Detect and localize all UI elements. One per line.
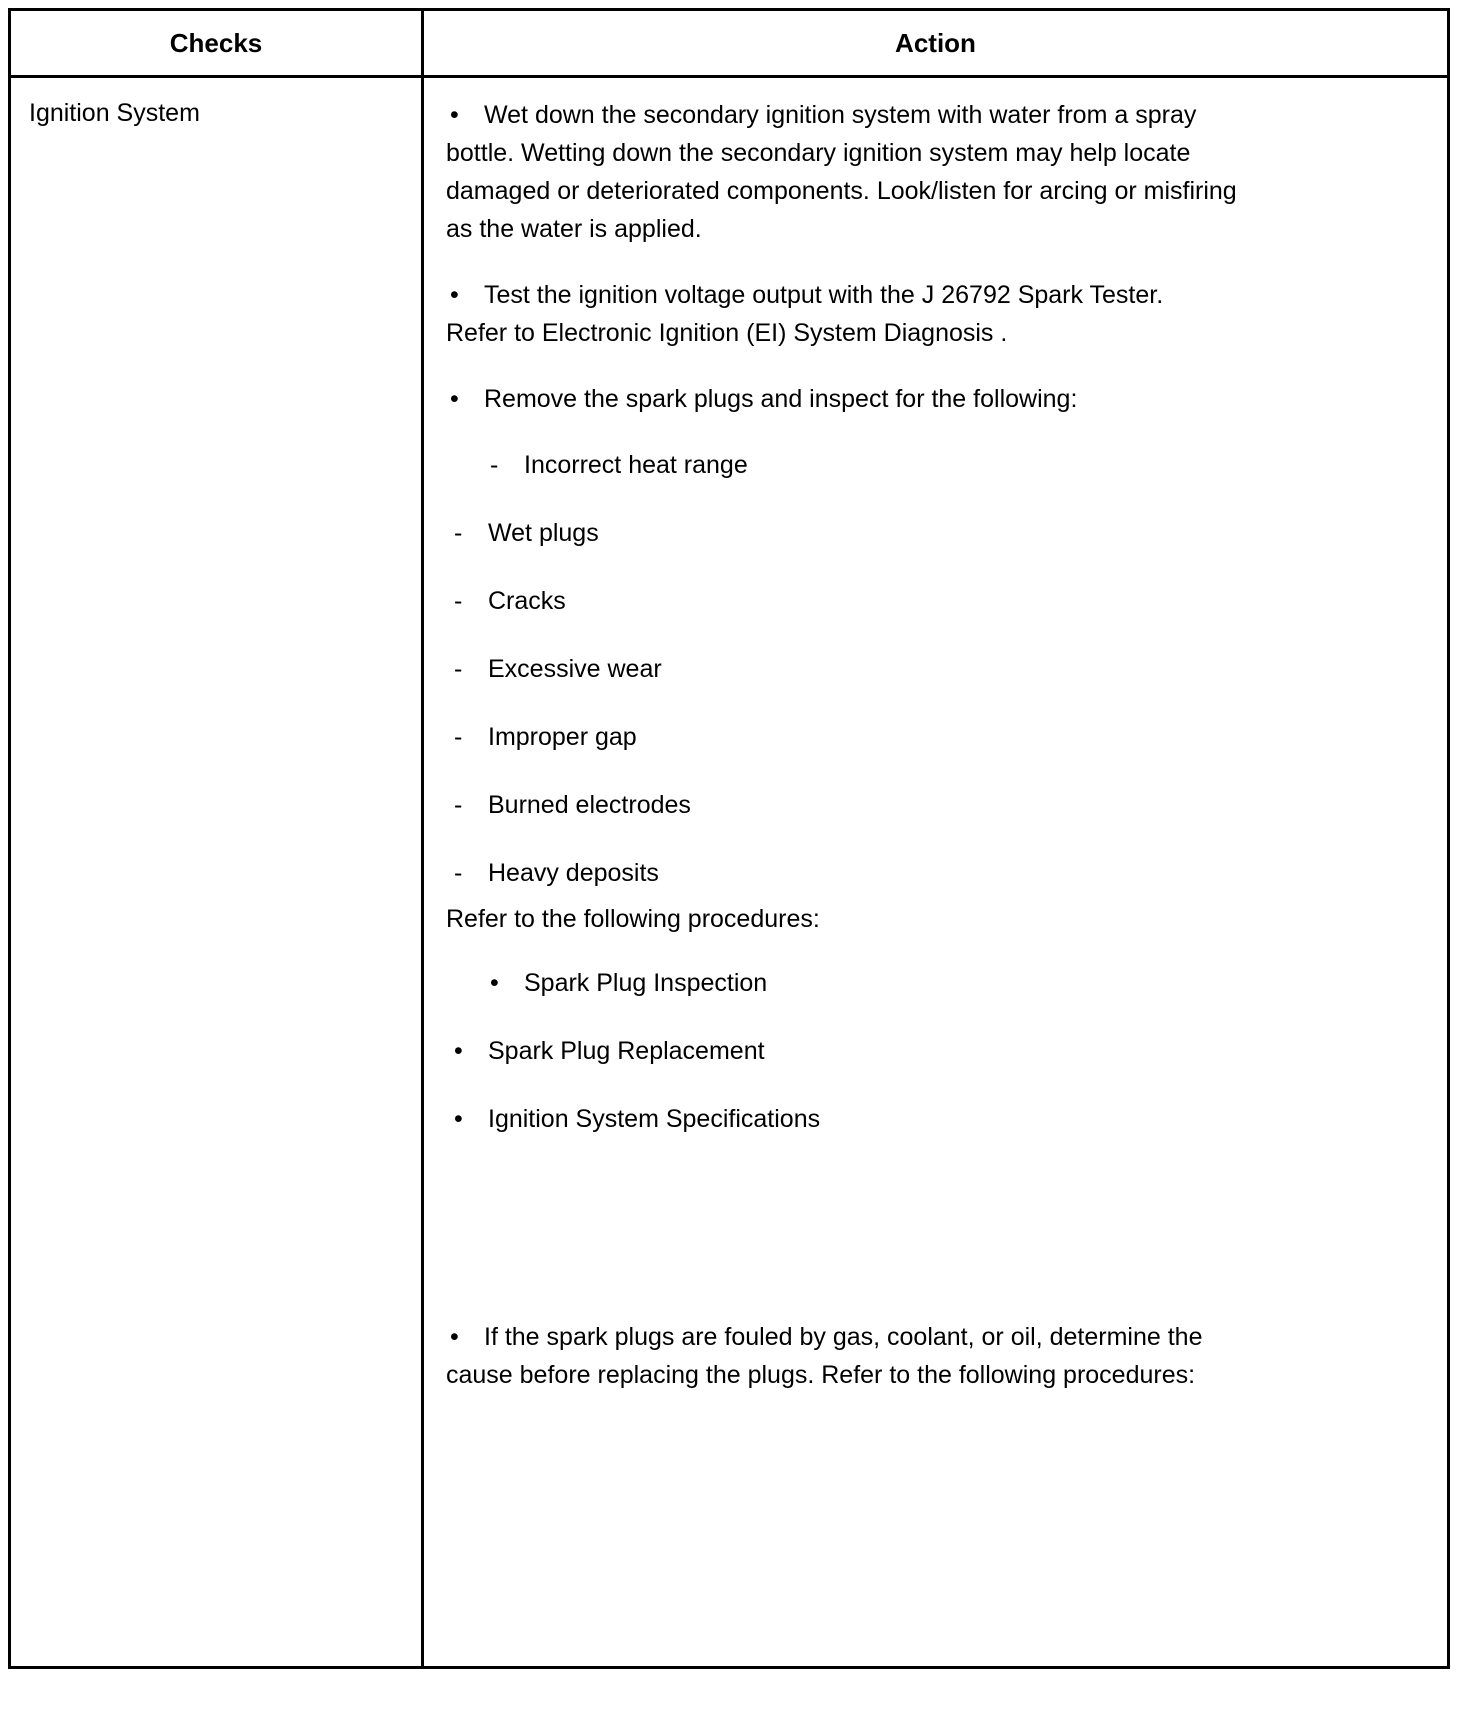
dash-item-burned-electrodes (446, 786, 1425, 824)
bullet-marker: • (490, 969, 499, 997)
procedure-ignition-system-specifications (446, 1100, 1425, 1138)
vertical-spacer (446, 1168, 1425, 1318)
bullet-text-line-2: Refer to Electronic Ignition (EI) System Diagnosis . (446, 319, 1008, 347)
bullet-text-line-1: Remove the spark plugs and inspect for the following: (484, 385, 1078, 413)
check-label-cell (10, 77, 423, 1668)
dash-item-cracks (446, 582, 1425, 620)
bullet-text-line-1: Wet down the secondary ignition system with water from a spray (484, 101, 1197, 129)
dash-marker: - (454, 519, 463, 547)
dash-item-text: Burned electrodes (488, 791, 691, 819)
bullet-text-line-3: damaged or deteriorated components. Look/listen for arcing or misfiring (446, 177, 1237, 205)
bullet-marker: • (454, 1037, 463, 1065)
dash-item-excessive-wear (446, 650, 1425, 688)
dash-marker: - (454, 791, 463, 819)
check-label: Ignition System (29, 99, 200, 127)
procedure-text: Spark Plug Inspection (524, 969, 768, 997)
procedure-text: Spark Plug Replacement (488, 1037, 765, 1065)
bullet-marker: • (450, 1323, 459, 1351)
column-header-action: Action (423, 10, 1449, 77)
action-bullet-1 (446, 96, 1425, 248)
bullet-text-line-2: bottle. Wetting down the secondary ignition system may help locate (446, 139, 1191, 167)
dash-item-text: Heavy deposits (488, 859, 659, 887)
dash-item-text: Cracks (488, 587, 566, 615)
dash-item-text: Improper gap (488, 723, 637, 751)
dash-item-improper-gap (446, 718, 1425, 756)
dash-marker: - (454, 587, 463, 615)
column-header-checks: Checks (10, 10, 423, 77)
diagnostic-table (8, 8, 1450, 1669)
procedure-text: Ignition System Specifications (488, 1105, 821, 1133)
bullet-marker: • (450, 281, 459, 309)
table-row (10, 77, 1449, 1668)
dash-marker: - (454, 859, 463, 887)
sub-item-incorrect-heat-range (446, 446, 1425, 484)
bullet-text-line-1: Test the ignition voltage output with the J 26792 Spark Tester. (484, 281, 1164, 309)
procedure-spark-plug-inspection (446, 964, 1425, 1002)
bullet-marker: • (450, 101, 459, 129)
refer-procedures-text: Refer to the following procedures: (446, 905, 820, 933)
action-cell (423, 77, 1449, 1668)
dash-marker: - (454, 655, 463, 683)
dash-item-wet-plugs (446, 514, 1425, 552)
dash-item-text: Wet plugs (488, 519, 599, 547)
bullet-marker: • (454, 1105, 463, 1133)
dash-item-heavy-deposits (446, 854, 1425, 892)
action-bullet-3 (446, 380, 1425, 418)
action-bullet-2 (446, 276, 1425, 352)
bullet-text-line-4: as the water is applied. (446, 215, 702, 243)
dash-item-text: Excessive wear (488, 655, 662, 683)
bullet-text-line-2: cause before replacing the plugs. Refer to the following procedures: (446, 1361, 1196, 1389)
table-header-row (10, 10, 1449, 77)
bullet-marker: • (450, 385, 459, 413)
action-bullet-4 (446, 1318, 1425, 1394)
dash-marker: - (454, 723, 463, 751)
procedure-spark-plug-replacement (446, 1032, 1425, 1070)
bullet-text-line-1: If the spark plugs are fouled by gas, coolant, or oil, determine the (484, 1323, 1203, 1351)
sub-item-text: Incorrect heat range (524, 451, 748, 479)
dash-marker: - (490, 451, 499, 479)
